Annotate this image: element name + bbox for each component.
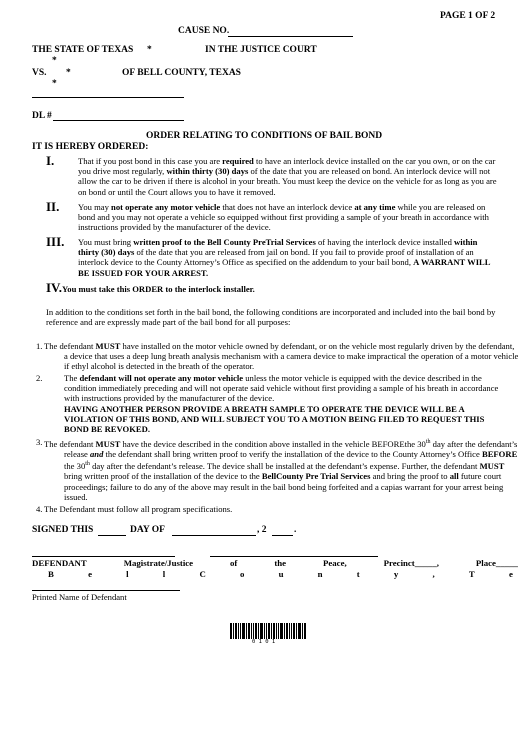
signature-label-row — [32, 558, 518, 568]
caption-star: * — [66, 68, 71, 78]
magistrate-signature-field[interactable] — [210, 556, 378, 557]
caption-star: * — [52, 56, 57, 66]
precinct-label: Precinct_____, — [383, 558, 439, 568]
order-title: ORDER RELATING TO CONDITIONS OF BAIL BOND — [146, 131, 383, 141]
signed-month-field[interactable] — [172, 535, 256, 536]
condition-number: 3. — [36, 437, 43, 447]
signed-day-field[interactable] — [98, 535, 126, 536]
magistrate-label: Magistrate/Justice — [123, 558, 194, 568]
intro-paragraph: In addition to the conditions set forth in the bail bond, the following conditions are incorporated and included into the bail bond by reference and are expressly made part of the bail bond for all purposes: — [46, 307, 496, 328]
condition-number: 2. — [36, 373, 43, 383]
caption-star: * — [52, 79, 57, 89]
section-2-text: You may not operate any motor vehicle that does not have an interlock device at any time while you are released on bond and you may not operate a vehicle so equipped without first providing a sample of your breath in accordance with instructions provided by the manufacturer of the device. — [78, 202, 489, 233]
condition-3-text: The defendant MUST have the device described in the condition above installed in the vehicle BEFOREthe 30th day after the defendant’s release and the defendant shall bring written proof to verify the installation of the device to the County Attorney’s Office BEFORE the 30th day after the defendant’s release. The device shall be installed at the defendant’s expense. Further, the defendant MUST bring written proof of the installation of the device to the BellCounty Pre Trial Services and bring the proof to all future court proceedings; failure to do any of the above may result in the bail bond being forfeited and a capias warrant for your arrest being issued. — [44, 438, 518, 502]
defendant-name-field[interactable] — [32, 97, 184, 98]
signed-period: . — [294, 525, 297, 535]
condition-2-text: The defendant will not operate any motor vehicle unless the motor vehicle is equipped with the device described in the condition immediately preceding and will not operate said vehicle without first providing a sample of his breath in accordance with instructions provided by the manufacturer of the device. HAVING ANOTHER PERSON PROVIDE A BREATH SAMPLE TO OPERATE THE DEVICE WILL BE A VIOLATION OF THIS BOND, AND WILL SUBJECT YOU TO A MOTION BEING FILED TO REQUEST THIS BOND BE REVOKED. — [64, 373, 499, 435]
section-number: I. — [46, 153, 55, 168]
bell-county-spread-row: B e l l C o u n t y , T e — [48, 569, 513, 579]
condition-4-text: The Defendant must follow all program specifications. — [44, 504, 233, 514]
barcode-digits: 0 1 0 1 — [252, 639, 276, 645]
page-number: PAGE 1 OF 2 — [440, 11, 496, 21]
printed-name-label: Printed Name of Defendant — [32, 592, 127, 602]
place-label: Place_____ — [475, 558, 518, 568]
year-prefix: , 2 — [257, 525, 267, 535]
hereby-ordered: IT IS HEREBY ORDERED: — [32, 142, 149, 152]
bell-county: OF BELL COUNTY, TEXAS — [122, 68, 241, 78]
of-label: of — [230, 558, 238, 568]
defendant-label: DEFENDANT — [32, 558, 87, 568]
condition-number: 1. — [36, 341, 43, 351]
section-number: II. — [46, 199, 60, 214]
section-1-text: That if you post bond in this case you are required to have an interlock device installed on the car you own, or on the car you drive most regularly, within thirty (30) days of the date that you are released on bond. An interlock device will not allow the car to be driven if there is alcohol in your breath. You must keep the device on the vehicle for as long as you are on bond or until the Court allows you to have it removed. — [78, 156, 497, 197]
day-of-label: DAY OF — [130, 525, 165, 535]
condition-number: 4. — [36, 504, 43, 514]
justice-court: IN THE JUSTICE COURT — [205, 45, 317, 55]
peace-label: Peace, — [323, 558, 347, 568]
signed-this-label: SIGNED THIS — [32, 525, 94, 535]
cause-number-label: CAUSE NO. — [178, 26, 230, 36]
printed-name-field[interactable] — [32, 590, 180, 591]
section-3-text: You must bring written proof to the Bell County PreTrial Services of having the interlock device installed within thirty (30) days of the date that you are released from jail on bond. If you fail to provide proof of installation of an interlock device to the County Attorney’s Office as specified on the addendum to your bail bond, A WARRANT WILL BE ISSUED FOR YOUR ARREST. — [78, 237, 491, 278]
dl-number-field[interactable] — [53, 120, 184, 121]
versus-label: VS. — [32, 68, 47, 78]
section-4-line: IV.You must take this ORDER to the interlock installer. — [46, 280, 255, 295]
signed-year-field[interactable] — [272, 535, 293, 536]
caption-star: * — [147, 45, 152, 55]
dl-label: DL # — [32, 111, 52, 121]
condition-1-text: The defendant MUST have installed on the motor vehicle owned by defendant, or on the vehicle most regularly driven by the defendant, a device that uses a deep lung breath analysis mechanism with a camera device to make impractical the operation of a motor vehicle if ethyl alcohol is detected in the breath of the operator. — [44, 341, 519, 372]
section-number: III. — [46, 234, 65, 249]
defendant-signature-field[interactable] — [32, 556, 175, 557]
cause-number-field[interactable] — [228, 36, 353, 37]
the-label: the — [274, 558, 287, 568]
state-of-texas: THE STATE OF TEXAS — [32, 45, 134, 55]
